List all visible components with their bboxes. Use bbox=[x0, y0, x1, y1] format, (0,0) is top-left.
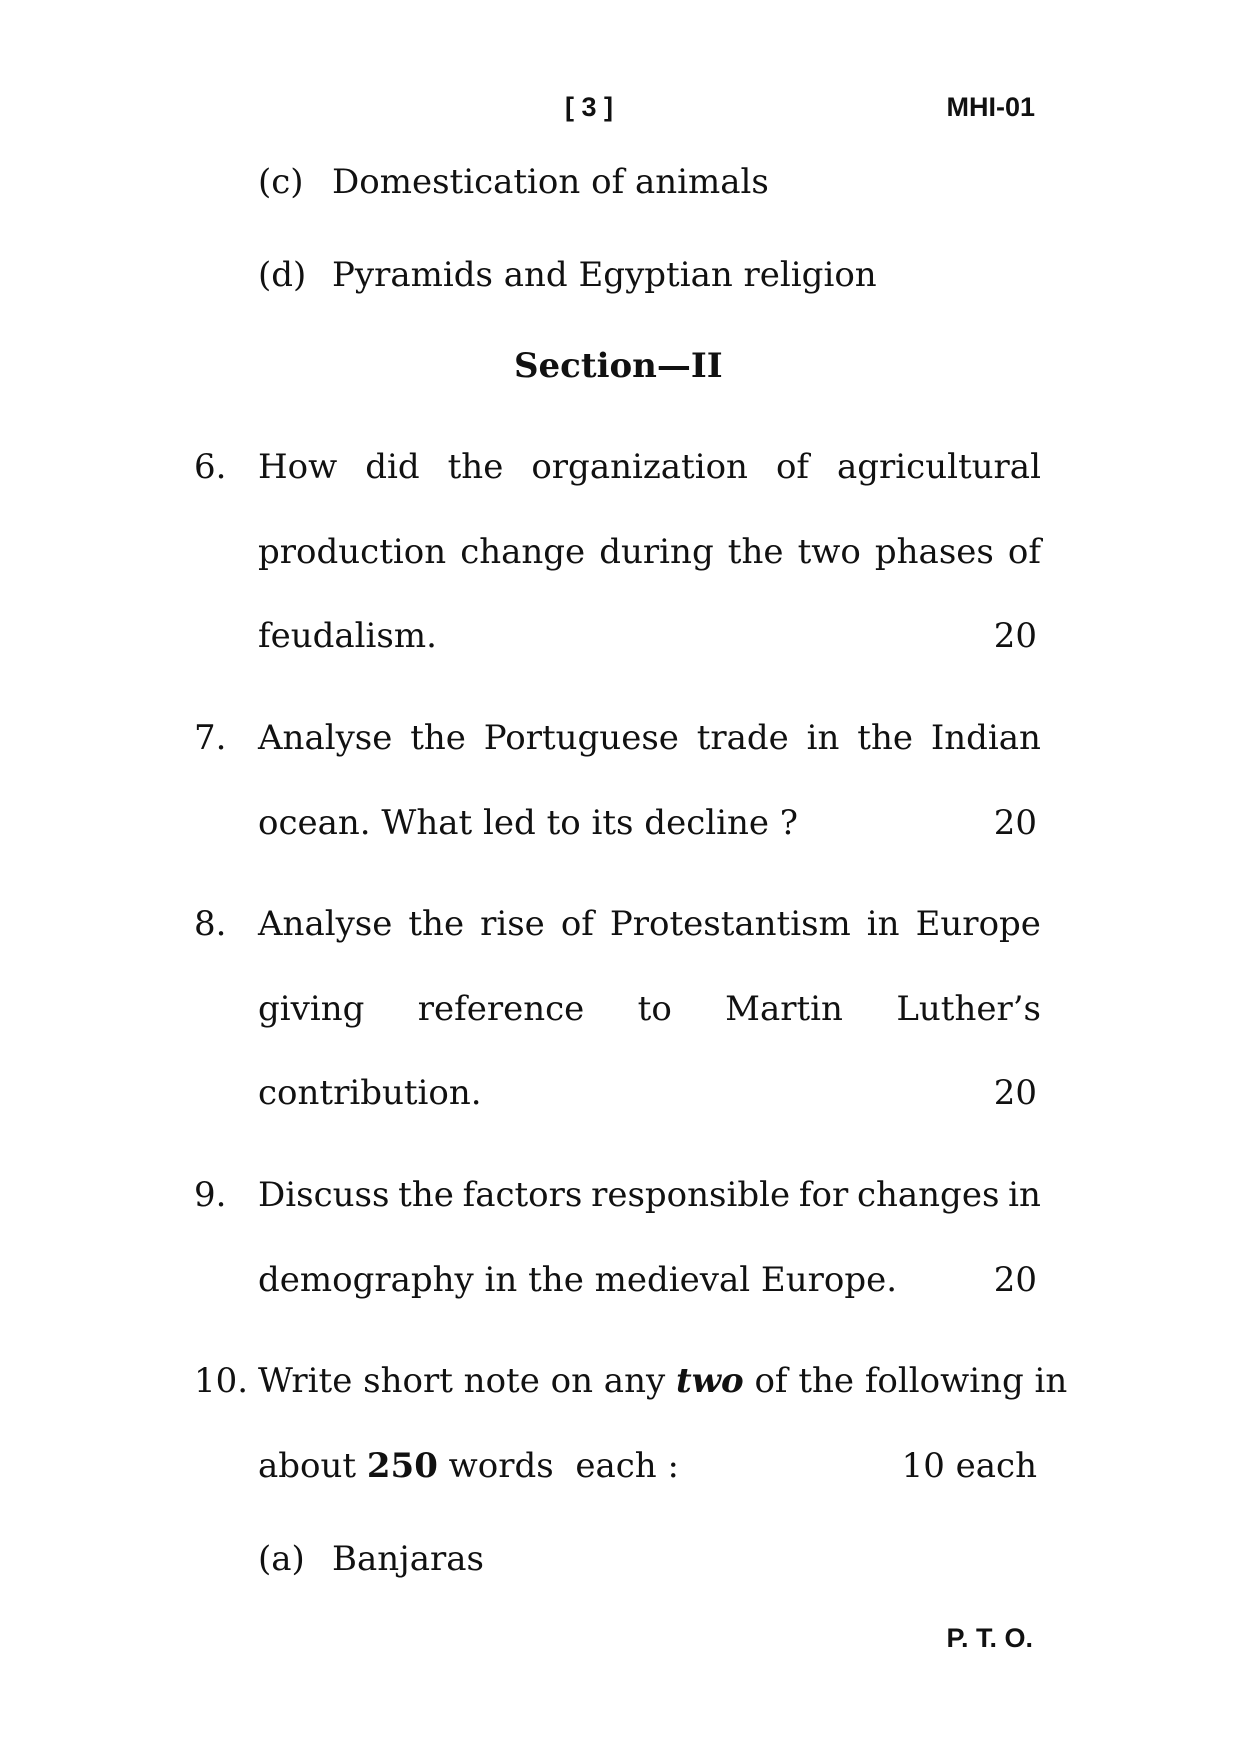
option-text: Pyramids and Egyptian religion bbox=[332, 255, 877, 295]
question-7-line-2 bbox=[258, 803, 1041, 843]
word: factors bbox=[462, 1175, 583, 1215]
word: the bbox=[398, 1175, 454, 1215]
question-9-marks: 20 bbox=[993, 1260, 1037, 1300]
emphasis: two bbox=[676, 1361, 744, 1401]
question-9-line-2 bbox=[258, 1260, 1041, 1300]
word: to bbox=[637, 989, 672, 1029]
word: rise bbox=[480, 904, 545, 944]
word: phases bbox=[874, 532, 994, 572]
word: production bbox=[258, 532, 447, 572]
word: Indian bbox=[930, 718, 1041, 758]
option-d bbox=[258, 255, 877, 295]
text: of the following in bbox=[743, 1361, 1068, 1401]
word: contribution. bbox=[258, 1073, 482, 1113]
option-c bbox=[258, 162, 769, 202]
word: two bbox=[797, 532, 861, 572]
question-6-line-1 bbox=[258, 447, 1041, 487]
pto-footer: P. T. O. bbox=[946, 1623, 1033, 1653]
question-number: 10. bbox=[194, 1361, 249, 1401]
text: Write short note on any bbox=[258, 1361, 676, 1401]
question-6-marks: 20 bbox=[993, 616, 1037, 656]
word: the bbox=[857, 718, 913, 758]
option-text: Banjaras bbox=[332, 1539, 484, 1579]
paper-code: MHI-01 bbox=[946, 92, 1035, 122]
word: ocean. What led to its decline ? bbox=[258, 803, 799, 843]
word: did bbox=[365, 447, 420, 487]
question-10-marks: 10 each bbox=[901, 1446, 1037, 1486]
word: of bbox=[1007, 532, 1041, 572]
question-7-marks: 20 bbox=[993, 803, 1037, 843]
question-8-line-3 bbox=[258, 1073, 1041, 1113]
question-9-line-1 bbox=[258, 1175, 1041, 1215]
word-limit: 250 bbox=[366, 1446, 438, 1486]
question-10-line-2 bbox=[258, 1446, 679, 1486]
word: Analyse bbox=[258, 904, 393, 944]
word: in bbox=[866, 904, 900, 944]
word: Europe bbox=[915, 904, 1041, 944]
word: the bbox=[727, 532, 784, 572]
question-6-line-3 bbox=[258, 616, 1041, 656]
text: words each : bbox=[437, 1446, 679, 1486]
question-7-line-1 bbox=[258, 718, 1041, 758]
word: feudalism. bbox=[258, 616, 437, 656]
word: Discuss bbox=[258, 1175, 390, 1215]
word: organization bbox=[531, 447, 748, 487]
word: in bbox=[806, 718, 840, 758]
word: responsible bbox=[591, 1175, 791, 1215]
word: of bbox=[775, 447, 810, 487]
question-8-marks: 20 bbox=[993, 1073, 1037, 1113]
question-number: 8. bbox=[194, 904, 227, 944]
word: reference bbox=[417, 989, 585, 1029]
word: the bbox=[408, 904, 465, 944]
word: during bbox=[599, 532, 714, 572]
option-label: (c) bbox=[258, 162, 304, 202]
question-number: 7. bbox=[194, 718, 227, 758]
word: in bbox=[1008, 1175, 1041, 1215]
word: change bbox=[460, 532, 586, 572]
word: for bbox=[798, 1175, 849, 1215]
word: How bbox=[258, 447, 338, 487]
option-text: Domestication of animals bbox=[332, 162, 769, 202]
word: giving bbox=[258, 989, 365, 1029]
section-title: Section—II bbox=[514, 346, 723, 386]
option-label: (d) bbox=[258, 255, 307, 295]
question-number: 6. bbox=[194, 447, 227, 487]
word: Luther’s bbox=[896, 989, 1041, 1029]
text: about bbox=[258, 1446, 367, 1486]
question-8-line-2 bbox=[258, 989, 1041, 1029]
word: demography in the medieval Europe. bbox=[258, 1260, 898, 1300]
word: Protestantism bbox=[609, 904, 851, 944]
question-number: 9. bbox=[194, 1175, 227, 1215]
word: of bbox=[560, 904, 594, 944]
option-label: (a) bbox=[258, 1539, 305, 1579]
word: the bbox=[410, 718, 466, 758]
word: the bbox=[447, 447, 504, 487]
word: Portuguese bbox=[483, 718, 679, 758]
word: agricultural bbox=[837, 447, 1041, 487]
question-10-line-1 bbox=[258, 1361, 1067, 1401]
question-8-line-1 bbox=[258, 904, 1041, 944]
word: Analyse bbox=[258, 718, 393, 758]
question-6-line-2 bbox=[258, 532, 1041, 572]
option-a bbox=[258, 1539, 484, 1579]
word: trade bbox=[696, 718, 789, 758]
word: changes bbox=[856, 1175, 1000, 1215]
word: Martin bbox=[725, 989, 843, 1029]
page-number: [ 3 ] bbox=[565, 92, 614, 122]
